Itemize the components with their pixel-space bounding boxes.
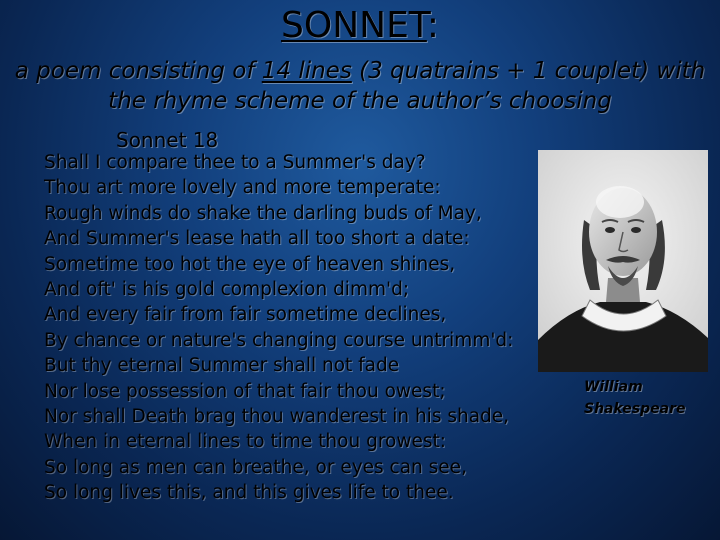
subtitle-part-1: a poem consisting of: [14, 58, 262, 84]
poem-line: By chance or nature's changing course untrimm'd:: [44, 329, 514, 351]
subtitle-line-2: the rhyme scheme of the author’s choosing: [108, 88, 612, 114]
poem-text: [44, 150, 604, 505]
caption-first-name: William: [584, 379, 643, 395]
subtitle-underlined: 14 lines: [261, 58, 352, 84]
poem-line: But thy eternal Summer shall not fade: [44, 355, 400, 377]
caption-last-name: Shakespeare: [584, 401, 686, 417]
slide-subtitle: [0, 56, 720, 116]
poem-line: Nor shall Death brag thou wanderest in his shade,: [44, 405, 510, 427]
title-word: SONNET: [281, 5, 427, 46]
shakespeare-portrait-icon: [538, 150, 708, 372]
slide-title: [0, 4, 720, 48]
poem-line: Nor lose possession of that fair thou owest;: [44, 380, 446, 402]
poem-line: So long lives this, and this gives life to thee.: [44, 482, 454, 504]
poem-line: When in eternal lines to time thou growest:: [44, 431, 446, 453]
poem-line: Shall I compare thee to a Summer's day?: [44, 152, 426, 173]
poem-line: And Summer's lease hath all too short a date:: [44, 228, 470, 250]
sonnet-heading: Sonnet 18: [116, 128, 219, 152]
poem-line: And every fair from fair sometime declines,: [44, 304, 447, 326]
poem-line: So long as men can breathe, or eyes can see,: [44, 456, 467, 478]
subtitle-line-1: [0, 56, 720, 86]
title-colon: :: [426, 5, 439, 46]
portrait-caption: [584, 376, 714, 420]
poem-line: Sometime too hot the eye of heaven shines,: [44, 253, 456, 275]
poem-line: Rough winds do shake the darling buds of May,: [44, 202, 482, 224]
subtitle-part-2: (3 quatrains + 1 couplet) with: [351, 58, 706, 84]
poem-line: And oft' is his gold complexion dimm'd;: [44, 278, 410, 300]
poem-line: Thou art more lovely and more temperate:: [44, 177, 441, 199]
